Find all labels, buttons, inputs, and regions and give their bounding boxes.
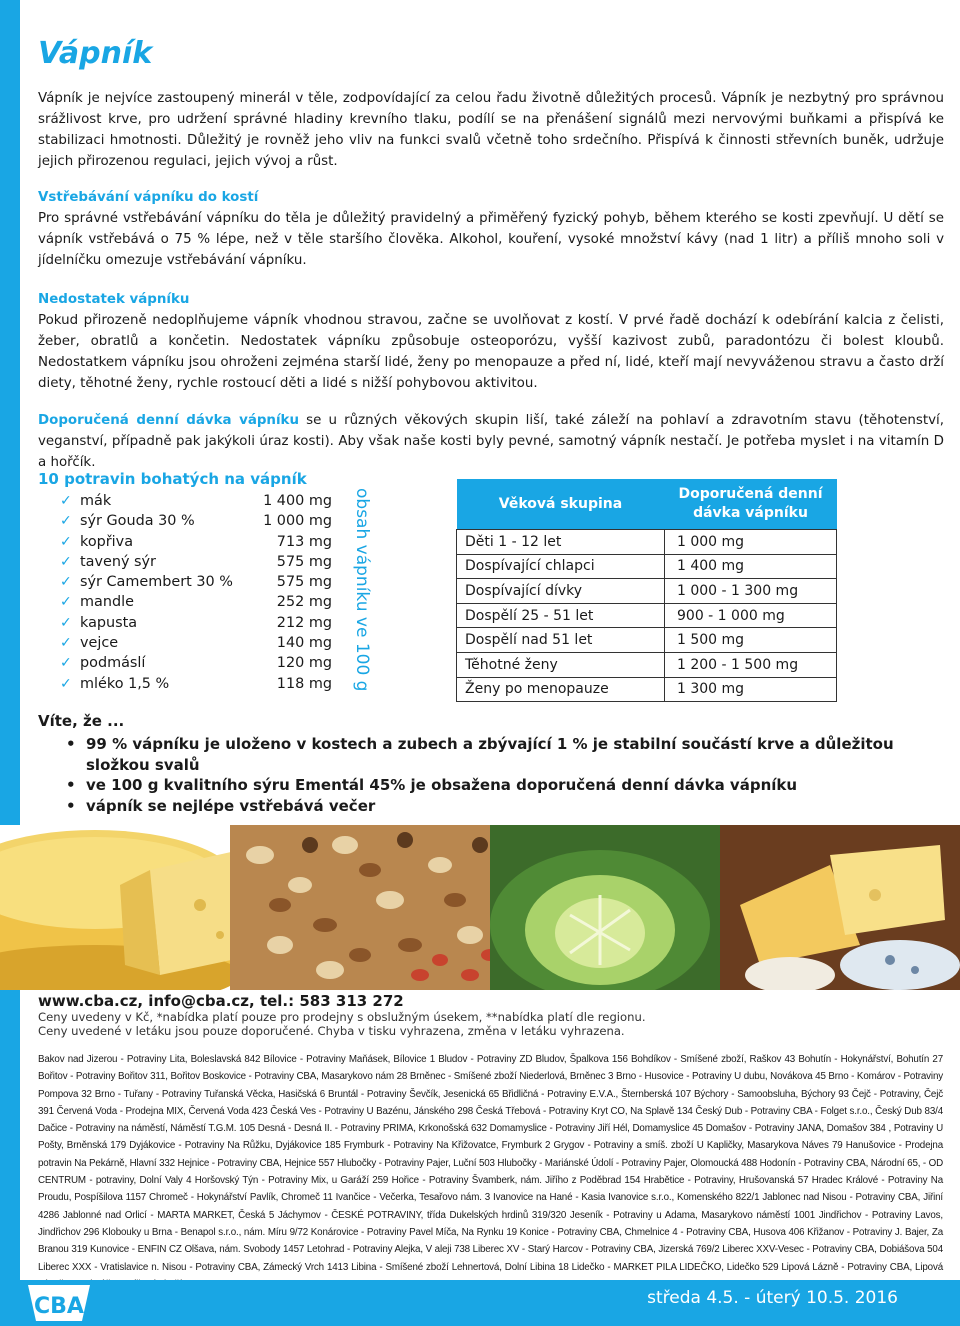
- store-list: Bakov nad Jizerou - Potraviny Lita, Boleslavská 842 Bílovice - Potraviny Maňásek, Bílovice 1 Bludov - Potraviny ZD Bludov, Špalkova 156 Bohdíkov - Smíšené zboží, Raškov 43 Bohutín - Hokynářství, Bohutín 27 Bořitov - Potraviny Bořitov 311, Bořitov Boskovice - Potraviny CBA, Masarykovo nám 28 Brněnec - Smíšené zboží Niederlová, Brněnec 3 Brno - Husovice - Potraviny U dubu, Novákova 45 Brno - Komárov - Potraviny Pompova 32 Brno - Tuřany - Potraviny Tuřanská Věcka, Hasičská 6 Bruntál - Potraviny Ševčík, Jesenická 65 Břidličná - Potraviny E.V.A., Šternberská 107 Býchory - Samoobsluha, Býchory 93 Čejč - Potraviny, Čejč 391 Červená Voda - Prodejna MIX, Červená Voda 423 Česká Ves - Potraviny U Bazénu, Jánského 298 Česká Třebová - Potraviny Kryt CO, Na Splavě 134 Český Dub - Potraviny CBA - Folget s.r.o., Český Dub 83/4 Dačice - Potraviny na náměstí, Náměstí T.G.M. 105 Desná - Desná II. - Potraviny PRIMA, Krkonošská 632 Domamyslice - Potraviny Jiří Hél, Domamyslice 45 Domašov - Potraviny JANA, Domašov 384 , Potraviny U Pošty, Brněnská 179 Dyjákovice - Potraviny Na Růžku, Dyjákovice 185 Frymburk - Potraviny Na Křižovatce, Frymburk 2 Grygov - Potraviny a smíš. zboží U Kapličky, Masarykova Náves 79 Hanušovice - Prodejna potravin Na Pekárně, Hlavní 332 Hejnice - Potraviny CBA, Hejnice 557 Hlubočky - Potraviny Pajer, Luční 503 Hlubočky - Mariánské Údolí - Potraviny Pajer, Olomoucká 488 Hodonín - Potraviny CBA, Národní 65, - OD CENTRUM - potraviny, Dolní Valy 4 Horšovský Týn - Potraviny Mix, u Garáží 259 Hořice - Potraviny Švamberk, nám. Jiřího z Poděbrad 154 Hrabětice - Potraviny, Hrušovanská 57 Hradec Králové - Potraviny Na Proudu, Pospíšilova 1157 Chromeč - Hokynářství Pavlík, Chromeč 11 Ivančice - Večerka, Tesařovo nám. 3 Ivanovice na Hané - Kasia Ivanovice s.r.o., Komenského 822/1 Jablonec nad Nisou - Potraviny CBA, Jiřiní 4286 Jablonné nad Orlicí - MARTA MARKET, Česká 5 Jáchymov - ČESKÉ POTRAVINY, třída Dukelských hrdinů 319/320 Jeseník - Potraviny u Adama, Masarykovo náměstí 1001 Jindřichov - Potraviny Lavos, Jindřichov 296 Klobouky u Brna - Benapol s.r.o., nám. Míru 9/72 Konárovice - Potraviny Pavel Míča, Na Rynku 19 Konice - Potraviny CBA, Chmelnice 4 - Potraviny CBA, Husova 406 Křižanov - Potraviny J. Bajer, Za Branou 319 Kunovice - ENFIN CZ Olšava, nám. Svobody 1457 Letohrad - Potraviny Alejka, V aleji 738 Liberec XV - Starý Harcov - Potraviny CBA, Jizerská 769/2 Liberec XXV-Vesec - Potraviny CBA, Dobiášova 504 Liberec XXX - Vratislavice n. Nisou - Potraviny CBA, Zámecký Vrch 1413 Libina - Smíšené zboží Lehnertová, Dolní Libina 18 Lidečko - MARKET PILA LIDEČKO, Lidečko 529 Lipová Lázně - Potraviny CBA, Lipová: [38, 1054, 943, 1273]
- table-row: [457, 677, 837, 702]
- age-group-cell: Dospívající chlapci: [457, 554, 665, 579]
- checkmark-icon: ✓: [60, 574, 72, 591]
- dose-cell: 1 000 mg: [665, 530, 837, 555]
- table-row: [457, 652, 837, 677]
- checkmark-icon: ✓: [60, 553, 72, 570]
- food-name: tavený sýr: [80, 553, 156, 570]
- checkmark-icon: ✓: [60, 533, 72, 550]
- side-label-wrap: [340, 488, 376, 692]
- fact-item: • ve 100 g kvalitního sýru Ementál 45% je obsažena doporučená denní dávka vápníku: [66, 775, 926, 796]
- price-notes: [38, 1010, 646, 1038]
- age-group-cell: Dospělí 25 - 51 let: [457, 603, 665, 628]
- food-item: [60, 653, 332, 673]
- deficiency-section: [38, 289, 944, 394]
- food-name: mandle: [80, 594, 134, 611]
- cheese-board-image: [720, 825, 960, 990]
- food-amount: 713 mg: [276, 533, 332, 550]
- dose-cell: 1 300 mg: [665, 677, 837, 702]
- food-amount: 575 mg: [276, 574, 332, 591]
- daily-dose-section: [38, 410, 944, 473]
- fact-item: • 99 % vápníku je uloženo v kostech a zubech a zbývající 1 % je stabilní součástí krve a důležitou složkou svalů: [66, 734, 926, 775]
- food-name: vejce: [80, 635, 119, 652]
- food-name: kapusta: [80, 614, 138, 631]
- footer-date: středa 4.5. - úterý 10.5. 2016: [647, 1288, 898, 1308]
- daily-dose-heading: Doporučená denní dávka vápníku: [38, 413, 299, 428]
- checkmark-icon: ✓: [60, 675, 72, 692]
- food-amount: 140 mg: [276, 635, 332, 652]
- age-group-cell: Dospělí nad 51 let: [457, 628, 665, 653]
- food-item: [60, 511, 332, 531]
- food-photo: [0, 825, 960, 990]
- food-amount: 575 mg: [276, 553, 332, 570]
- nuts-image: [230, 825, 500, 990]
- left-accent-bar: [0, 0, 20, 1326]
- deficiency-heading: Nedostatek vápníku: [38, 292, 190, 307]
- page-title: Vápník: [38, 36, 153, 71]
- food-item: [60, 552, 332, 572]
- age-group-cell: Ženy po menopauze: [457, 677, 665, 702]
- dose-cell: 1 400 mg: [665, 554, 837, 579]
- food-name: podmáslí: [80, 655, 146, 672]
- food-name: mléko 1,5 %: [80, 675, 170, 692]
- food-item: [60, 592, 332, 612]
- food-item: [60, 613, 332, 633]
- absorption-text: Pro správné vstřebávání vápníku do těla je důležitý pravidelný a přiměřený fyzický pohyb, během kterého se kosti zpevňují. U dětí se vápník vstřebává o 75 % lépe, než v těle staršího člověka. Alkohol, kouření, vysoké množství kávy (nad 1 litr) a příliš mnoho soli v jídelníčku omezuje vstřebávání vápníku.: [38, 211, 944, 268]
- checkmark-icon: ✓: [60, 655, 72, 672]
- intro-text: Vápník je nejvíce zastoupený minerál v těle, zodpovídající za celou řadu životně důležitých procesů. Vápník je nezbytný pro správnou srážlivost krve, pro udržení správné hladiny krevního tlaku, podílí se na přenášení signálů mezi nervovými buňkami a přispívá ke stabilizaci hmotnosti. Důležitý je rovněž jeho vliv na funkci svalů včetně toho srdečního. Přispívá k činnosti střevních buněk, udržuje jejich přirozenou regulaci, jejich vývoj a růst.: [38, 91, 944, 169]
- facts-title: Víte, že ...: [38, 712, 125, 730]
- dose-cell: 1 000 - 1 300 mg: [665, 579, 837, 604]
- food-amount: 1 000 mg: [263, 513, 332, 530]
- price-note-line: Ceny uvedené v letáku jsou pouze doporučené. Chyba v tisku vyhrazena, změna v letáku vyhrazena.: [38, 1024, 625, 1038]
- daily-dose-text: se u různých věkových skupin liší, také záleží na pohlaví a zdravotním stavu (těhotenství, veganství, případně pak jakýkoli úraz kosti). Aby však naše kosti byly pevné, samotný vápník nestačí. Je potřeba myslet i na vitamín D a hořčík.: [38, 413, 944, 470]
- food-amount: 120 mg: [276, 655, 332, 672]
- age-group-cell: Děti 1 - 12 let: [457, 530, 665, 555]
- checkmark-icon: ✓: [60, 635, 72, 652]
- checkmark-icon: ✓: [60, 614, 72, 631]
- foods-list: [60, 491, 332, 694]
- food-name: mák: [80, 493, 112, 509]
- deficiency-text: Pokud přirozeně nedoplňujeme vápník vhodnou stravou, začne se uvolňovat z kostí. V prvé řadě dochází k odebírání kalcia z čelisti, žeber, obratlů a končetin. Nedostatek vápníku způsobuje osteoporózu, vyšší kazivost zubů, paradontózu či bolest kloubů. Nedostatkem vápníku jsou ohroženi zejména starší lidé, ženy po menopauze a před ní, lidé, kteří mají nevyváženou stravu a často drží diety, těhotné ženy, rychle rostoucí děti a lidé s nižší pohybovou aktivitou.: [38, 313, 944, 391]
- cba-logo: [24, 1281, 94, 1325]
- food-amount: 212 mg: [276, 614, 332, 631]
- dose-table-header-dose: Doporučená denní dávka vápníku: [665, 479, 837, 530]
- fact-item: • vápník se nejlépe vstřebává večer: [66, 796, 926, 817]
- food-amount: 118 mg: [276, 675, 332, 692]
- dose-cell: 900 - 1 000 mg: [665, 603, 837, 628]
- absorption-heading: Vstřebávání vápníku do kostí: [38, 190, 259, 205]
- absorption-section: [38, 187, 944, 271]
- food-name: sýr Camembert 30 %: [80, 574, 233, 591]
- dose-table: [456, 479, 837, 702]
- food-item: [60, 491, 332, 511]
- dose-cell: 1 200 - 1 500 mg: [665, 652, 837, 677]
- dose-table-header-group: Věková skupina: [457, 479, 665, 530]
- table-row: [457, 628, 837, 653]
- age-group-cell: Těhotné ženy: [457, 652, 665, 677]
- food-item: [60, 633, 332, 653]
- table-row: [457, 530, 837, 555]
- price-note-line: Ceny uvedeny v Kč, *nabídka platí pouze pro prodejny s obslužným úsekem, **nabídka platí dle regionu.: [38, 1010, 646, 1024]
- intro-paragraph: [38, 88, 944, 172]
- food-name: kopřiva: [80, 533, 134, 550]
- food-item: [60, 674, 332, 694]
- food-amount: 1 400 mg: [263, 493, 332, 509]
- food-item: [60, 572, 332, 592]
- checkmark-icon: ✓: [60, 594, 72, 611]
- checkmark-icon: ✓: [60, 513, 72, 530]
- logo-text: CBA: [34, 1294, 84, 1319]
- checkmark-icon: ✓: [60, 493, 72, 509]
- dose-cell: 1 500 mg: [665, 628, 837, 653]
- table-row: [457, 579, 837, 604]
- cabbage-image: [490, 825, 720, 990]
- food-name: sýr Gouda 30 %: [80, 513, 195, 530]
- foods-title: 10 potravin bohatých na vápník: [38, 470, 307, 488]
- age-group-cell: Dospívající dívky: [457, 579, 665, 604]
- table-row: [457, 554, 837, 579]
- contact-line: www.cba.cz, info@cba.cz, tel.: 583 313 272: [38, 992, 404, 1010]
- food-item: [60, 532, 332, 552]
- facts-list: [66, 734, 926, 816]
- side-label: obsah vápníku ve 100 g: [352, 488, 372, 692]
- table-row: [457, 603, 837, 628]
- food-amount: 252 mg: [276, 594, 332, 611]
